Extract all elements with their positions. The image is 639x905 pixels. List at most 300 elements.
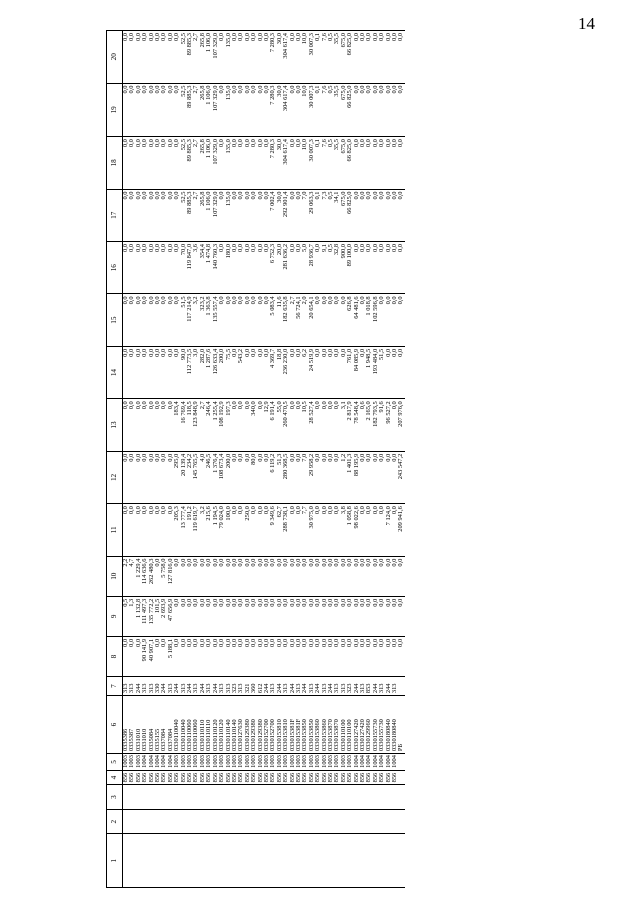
table-cell: 0,0 xyxy=(302,596,308,636)
table-cell: 0,0 xyxy=(129,31,135,84)
table-cell: 0,0 xyxy=(386,189,392,241)
table-cell: 0,0 xyxy=(161,636,167,676)
table-cell: 313 xyxy=(334,677,340,696)
table-cell: 0,0 xyxy=(232,137,238,189)
table-cell: 0,0 xyxy=(328,504,334,556)
table-cell: 675,0 xyxy=(341,189,347,241)
table-cell: 2 817,9 xyxy=(347,399,353,451)
table-cell: 0,0 xyxy=(129,137,135,189)
table-cell: 360 xyxy=(251,677,257,696)
table-cell: 0,0 xyxy=(174,137,180,189)
table-cell: 0,0 xyxy=(398,294,404,346)
table-cell: 0,0 xyxy=(226,294,232,346)
table-cell: 0,0 xyxy=(398,31,404,84)
table-cell: 0330127630 xyxy=(238,696,244,754)
table-cell: 89 885,3 xyxy=(187,137,193,189)
table-cell: 0,0 xyxy=(155,399,161,451)
column-header: 17 xyxy=(107,189,123,241)
table-cell: 0330153870 xyxy=(328,696,334,754)
table-cell: 135,0 xyxy=(226,189,232,241)
table-cell: 10,0 xyxy=(302,83,308,137)
table-cell: 140 760,3 xyxy=(213,241,219,293)
table-cell: 0,0 xyxy=(392,399,398,451)
table-cell: 0,0 xyxy=(258,189,264,241)
table-cell: 0,0 xyxy=(283,596,289,636)
table-cell: 0,0 xyxy=(341,294,347,346)
table-cell: 0,1 xyxy=(315,83,321,137)
table-cell: 856 xyxy=(174,770,180,785)
table-body xyxy=(123,31,405,888)
table-cell: 1003 xyxy=(226,754,232,771)
table-cell: 1003 xyxy=(245,754,251,771)
table-cell: 96 527,2 xyxy=(386,399,392,451)
table-cell: 0,0 xyxy=(238,504,244,556)
table-cell: 1003 xyxy=(334,754,340,771)
table-cell: 1 948,5 xyxy=(366,346,372,398)
table-cell: 0,0 xyxy=(302,636,308,676)
table-cell: 1003 xyxy=(213,754,219,771)
table-cell: 313 xyxy=(296,677,302,696)
table-cell: 0,0 xyxy=(296,189,302,241)
table-cell: 243 547,2 xyxy=(398,451,404,503)
table-cell: 0,0 xyxy=(142,451,148,503)
table-cell: 0,0 xyxy=(366,241,372,293)
table-cell: 0,0 xyxy=(168,189,174,241)
table-cell: 30 007,3 xyxy=(309,137,315,189)
table-cell: 107 329,0 xyxy=(213,31,219,84)
table-cell: 0,0 xyxy=(213,596,219,636)
table-cell: 0,0 xyxy=(398,241,404,293)
table-cell: 1003 xyxy=(200,754,206,771)
table-cell: 0,0 xyxy=(251,31,257,84)
table-cell: 856 xyxy=(309,770,315,785)
table-cell: 856 xyxy=(258,770,264,785)
table-cell: 0,0 xyxy=(322,399,328,451)
column-header: 1 xyxy=(107,834,123,888)
table-cell: 0,5 xyxy=(328,137,334,189)
table-cell: 89 885,3 xyxy=(187,189,193,241)
table-cell: 35,5 xyxy=(334,31,340,84)
table-cell: 0,0 xyxy=(251,596,257,636)
table-cell: 0,0 xyxy=(309,636,315,676)
table-header-row xyxy=(107,31,123,888)
table-cell: 0,5 xyxy=(328,31,334,84)
table-cell: 856 xyxy=(232,770,238,785)
table-cell: 0,0 xyxy=(392,137,398,189)
table-cell: 0,0 xyxy=(322,346,328,398)
table-cell: 1004 xyxy=(142,754,148,771)
table-cell: 0,0 xyxy=(341,556,347,596)
table-cell: 313 xyxy=(181,677,187,696)
table-cell: 108 192,9 xyxy=(219,399,225,451)
table-cell: 29 063,3 xyxy=(309,189,315,241)
table-cell: 107 329,0 xyxy=(213,83,219,137)
table-cell: 0,0 xyxy=(296,556,302,596)
table-cell: 52,5 xyxy=(181,137,187,189)
table-cell: 0,0 xyxy=(219,294,225,346)
table-cell: 244 xyxy=(136,677,142,696)
table-cell: 0,0 xyxy=(328,596,334,636)
table-cell: 0,0 xyxy=(129,636,135,676)
table-cell: 0,0 xyxy=(341,636,347,676)
table-cell: 0,0 xyxy=(129,83,135,137)
table-cell: 78 548,4 xyxy=(354,399,360,451)
table-cell: 0,0 xyxy=(168,83,174,137)
table-cell: 1003 xyxy=(277,754,283,771)
table-cell: 0,0 xyxy=(302,556,308,596)
table-cell: 0,0 xyxy=(360,556,366,596)
column-header: 3 xyxy=(107,785,123,810)
table-cell: 0,0 xyxy=(155,504,161,556)
table-cell: 0,0 xyxy=(232,399,238,451)
table-cell: 0,0 xyxy=(379,83,385,137)
table-cell: 2,2 xyxy=(123,556,130,596)
table-cell: 856 xyxy=(251,770,257,785)
table-cell: 1003 xyxy=(187,754,193,771)
table-cell: 0330153860 xyxy=(315,696,321,754)
table-cell: 0,0 xyxy=(296,451,302,503)
table-cell: 16 769,4 xyxy=(181,399,187,451)
table-cell: 0,0 xyxy=(334,636,340,676)
table-cell: 0,0 xyxy=(168,294,174,346)
table-cell: 1004 xyxy=(168,754,174,771)
table-cell: 6 191,4 xyxy=(270,399,276,451)
table-cell: 111 497,3 xyxy=(142,596,148,636)
table-cell: 0,0 xyxy=(379,504,385,556)
table-cell: 0,0 xyxy=(129,451,135,503)
table-cell: 10,0 xyxy=(302,31,308,84)
table-cell: 0,0 xyxy=(219,137,225,189)
table-cell: 0,0 xyxy=(258,346,264,398)
table-cell: 0,0 xyxy=(347,556,353,596)
table-cell: 0330110110 xyxy=(200,696,206,754)
table-cell: 0,0 xyxy=(322,451,328,503)
table-cell: 135,0 xyxy=(226,137,232,189)
table-cell: 250,0 xyxy=(245,504,251,556)
table-cell: 0330110060 xyxy=(193,696,199,754)
table-cell: 856 xyxy=(290,770,296,785)
table-cell: 0,0 xyxy=(392,504,398,556)
table-cell: 35,5 xyxy=(334,137,340,189)
table-cell: 0,0 xyxy=(136,636,142,676)
table-cell: 0,0 xyxy=(360,346,366,398)
table-cell: 200,0 xyxy=(226,451,232,503)
table-cell: 0330153860 xyxy=(322,696,328,754)
table-cell: 0,0 xyxy=(149,189,155,241)
table-cell: 0,0 xyxy=(322,596,328,636)
table-cell: 1003 xyxy=(123,754,130,771)
table-cell: 0330127420 xyxy=(360,696,366,754)
table-cell: 1 287,6 xyxy=(206,346,212,398)
table-cell xyxy=(123,834,130,888)
table-cell: 1 106,0 xyxy=(206,137,212,189)
table-cell: 0,0 xyxy=(245,137,251,189)
table-cell: 20,0 xyxy=(277,241,283,293)
table-cell: 313 xyxy=(283,677,289,696)
table-cell: 0,0 xyxy=(219,83,225,137)
table-cell: 0,0 xyxy=(174,241,180,293)
table-cell: 127 816,0 xyxy=(168,556,174,596)
table-cell: 0,5 xyxy=(123,596,130,636)
table-cell: 66 825,0 xyxy=(347,31,353,84)
table-cell: 856 xyxy=(187,770,193,785)
table-cell: 0,0 xyxy=(334,346,340,398)
table-cell: 0,0 xyxy=(206,636,212,676)
table-cell: 0,0 xyxy=(373,451,379,503)
table-cell: 0,0 xyxy=(123,137,130,189)
table-cell: 0,0 xyxy=(155,346,161,398)
table-cell: 0330153850 xyxy=(302,696,308,754)
table-cell: 0,0 xyxy=(123,83,130,137)
table-cell: 0,0 xyxy=(386,556,392,596)
table-cell: 20 139,4 xyxy=(181,451,187,503)
table-cell: 0,0 xyxy=(251,556,257,596)
table-cell: 0,0 xyxy=(238,451,244,503)
table-cell: 0330129960 xyxy=(366,696,372,754)
table-cell: 30,0 xyxy=(277,83,283,137)
table-cell: 0,0 xyxy=(136,504,142,556)
table-cell: 0,0 xyxy=(264,636,270,676)
table-cell: 0330110040 xyxy=(174,696,180,754)
table-cell: 856 xyxy=(206,770,212,785)
table-cell: РБ xyxy=(398,696,404,754)
table-cell: 260 470,5 xyxy=(283,399,289,451)
table-cell: 35,5 xyxy=(334,83,340,137)
table-cell: 7,3 xyxy=(322,189,328,241)
table-cell: 0,0 xyxy=(290,346,296,398)
table-cell: 207 976,0 xyxy=(398,399,404,451)
column-header: 18 xyxy=(107,137,123,189)
table-cell: 1003 xyxy=(347,754,353,771)
table-cell: 0,0 xyxy=(161,294,167,346)
table-cell: 0,0 xyxy=(226,596,232,636)
table-cell: 313 xyxy=(341,677,347,696)
table-cell: 5 188,1 xyxy=(168,636,174,676)
table-cell: 0,0 xyxy=(213,556,219,596)
table-cell: 0,0 xyxy=(251,346,257,398)
table-cell: 0,0 xyxy=(392,451,398,503)
table-cell: 0,0 xyxy=(334,294,340,346)
table-cell: 0330180840 xyxy=(392,696,398,754)
table-cell: 0,0 xyxy=(334,451,340,503)
table-cell: 0,1 xyxy=(315,137,321,189)
table-cell: 1004 xyxy=(373,754,379,771)
table-cell: 0,0 xyxy=(155,241,161,293)
table-cell: 0,0 xyxy=(290,596,296,636)
table-cell: 0,0 xyxy=(251,241,257,293)
table-cell: 40 907,1 xyxy=(149,636,155,676)
table-cell: 0,0 xyxy=(398,189,404,241)
table-cell: 0,0 xyxy=(315,556,321,596)
table-cell: 856 xyxy=(334,770,340,785)
table-cell: 1003 xyxy=(270,754,276,771)
table-cell: 3,2 xyxy=(200,504,206,556)
table-cell: 7 280,3 xyxy=(270,137,276,189)
table-cell: 1003 xyxy=(341,754,347,771)
table-cell: 0,0 xyxy=(142,189,148,241)
table-cell: 180,0 xyxy=(226,241,232,293)
table-cell: 0,0 xyxy=(386,83,392,137)
table-cell: 856 xyxy=(200,770,206,785)
table-cell: 304 617,4 xyxy=(283,83,289,137)
table-cell: 0,0 xyxy=(181,636,187,676)
table-cell: 0,0 xyxy=(251,137,257,189)
table-cell: 182 635,8 xyxy=(283,294,289,346)
table-cell: 0,0 xyxy=(328,556,334,596)
table-cell: 114 636,6 xyxy=(142,556,148,596)
table-cell: 612 xyxy=(258,677,264,696)
table-cell: 80,0 xyxy=(251,451,257,503)
table-cell: 28 527,4 xyxy=(309,399,315,451)
table-cell: 0,0 xyxy=(366,596,372,636)
table-cell: 0,0 xyxy=(366,451,372,503)
table-cell: 0,0 xyxy=(328,399,334,451)
table-cell: 313 xyxy=(149,677,155,696)
table-cell: 0330153870 xyxy=(334,696,340,754)
table-cell: 0,0 xyxy=(226,556,232,596)
table-cell: 0,0 xyxy=(161,189,167,241)
table-cell: 313 xyxy=(309,677,315,696)
table-cell: 0,0 xyxy=(238,596,244,636)
table-cell: 0,0 xyxy=(168,31,174,84)
table-cell: 0,0 xyxy=(290,31,296,84)
table-cell: 675,0 xyxy=(341,83,347,137)
table-cell: 1003 xyxy=(264,754,270,771)
table-cell: 7,6 xyxy=(322,31,328,84)
table-cell: 761,0 xyxy=(347,346,353,398)
table-cell: 244 xyxy=(328,677,334,696)
table-cell: 0,0 xyxy=(322,504,328,556)
table-cell: 0330152700 xyxy=(264,696,270,754)
table-cell: 0,0 xyxy=(296,636,302,676)
table-cell: 0,0 xyxy=(354,241,360,293)
table-cell: 0,0 xyxy=(386,451,392,503)
table-cell: 107 329,0 xyxy=(213,137,219,189)
column-header: 4 xyxy=(107,770,123,785)
table-cell: 0,0 xyxy=(123,241,130,293)
table-cell: 0,0 xyxy=(168,451,174,503)
table-cell: 9 349,6 xyxy=(270,504,276,556)
table-cell: 0,0 xyxy=(142,399,148,451)
table-cell: 0,0 xyxy=(315,294,321,346)
table-cell: 0,0 xyxy=(232,556,238,596)
table-cell: 323,2 xyxy=(200,294,206,346)
table-cell: 145 765,5 xyxy=(193,451,199,503)
table-cell: 0,0 xyxy=(149,346,155,398)
table-cell: 1003 xyxy=(258,754,264,771)
table-cell: 0,0 xyxy=(245,636,251,676)
table-cell: 0,0 xyxy=(251,636,257,676)
table-cell: 0,0 xyxy=(245,399,251,451)
table-cell: 135 557,4 xyxy=(213,294,219,346)
table-cell: 205,3 xyxy=(174,504,180,556)
table-cell: 313 xyxy=(193,677,199,696)
table-cell: 0,0 xyxy=(251,294,257,346)
column-header: 13 xyxy=(107,399,123,451)
table-cell: 0,0 xyxy=(219,596,225,636)
table-cell: 0,0 xyxy=(379,241,385,293)
table-cell: 0330127420 xyxy=(354,696,360,754)
table-cell: 0,0 xyxy=(334,399,340,451)
table-cell: 0,0 xyxy=(290,189,296,241)
table-cell: 0,0 xyxy=(277,596,283,636)
table-cell: 0,0 xyxy=(123,294,130,346)
table-cell: 0,0 xyxy=(315,451,321,503)
table-cell: 330 xyxy=(155,677,161,696)
table-cell: 0,0 xyxy=(264,346,270,398)
table-cell: 313 xyxy=(379,677,385,696)
table-cell: 0,0 xyxy=(341,596,347,636)
table-cell: 0,0 xyxy=(142,31,148,84)
table-cell: 30 975,0 xyxy=(309,504,315,556)
table-cell: 0,0 xyxy=(334,596,340,636)
table-cell: 0,0 xyxy=(219,636,225,676)
table-cell: 234,2 xyxy=(187,451,193,503)
column-header: 10 xyxy=(107,556,123,596)
table-cell: 1 106,0 xyxy=(206,83,212,137)
table-cell: 354,4 xyxy=(200,241,206,293)
table-cell: 0,0 xyxy=(245,83,251,137)
table-cell: 1,3 xyxy=(129,596,135,636)
table-cell: 0,0 xyxy=(155,451,161,503)
table-cell: 0,0 xyxy=(129,189,135,241)
table-cell: 1004 xyxy=(379,754,385,771)
table-cell: 0,0 xyxy=(245,31,251,84)
table-cell: 0,0 xyxy=(354,596,360,636)
table-cell: 0331010 xyxy=(136,696,142,754)
table-cell: 313 xyxy=(206,677,212,696)
table-cell: 1003 xyxy=(290,754,296,771)
table-cell: 0,0 xyxy=(161,451,167,503)
table-cell: 0,0 xyxy=(245,451,251,503)
table-cell: 1 401,3 xyxy=(347,451,353,503)
table-cell xyxy=(123,809,130,834)
table-cell: 0,0 xyxy=(232,241,238,293)
table-cell: 626,8 xyxy=(347,294,353,346)
table-cell: 0,0 xyxy=(136,31,142,84)
table-cell: 200,0 xyxy=(219,346,225,398)
table-cell: 856 xyxy=(302,770,308,785)
table-cell: 0,0 xyxy=(296,504,302,556)
table-cell: 0,0 xyxy=(354,83,360,137)
table-cell: 0,0 xyxy=(392,294,398,346)
table-cell: 0,0 xyxy=(174,83,180,137)
table-cell: 313 xyxy=(123,677,130,696)
table-cell: 0,0 xyxy=(136,137,142,189)
table-cell: 0,0 xyxy=(245,556,251,596)
table-cell: 34,1 xyxy=(334,189,340,241)
table-cell: 62,7 xyxy=(277,504,283,556)
table-cell: 313 xyxy=(360,677,366,696)
table-cell: 0,0 xyxy=(129,346,135,398)
table-cell: 1003 xyxy=(315,754,321,771)
table-cell: 0,0 xyxy=(283,636,289,676)
table-cell: 0330180840 xyxy=(386,696,392,754)
table-cell: 7 002,4 xyxy=(270,189,276,241)
table-cell: 123 848,9 xyxy=(193,399,199,451)
table-cell: 0,0 xyxy=(181,596,187,636)
table-cell: 321 xyxy=(245,677,251,696)
table-cell: 0,0 xyxy=(366,31,372,84)
table-cell: 0,0 xyxy=(161,346,167,398)
table-cell: 0,0 xyxy=(142,346,148,398)
table-cell: 112 773,5 xyxy=(187,346,193,398)
table-cell: 0,0 xyxy=(398,83,404,137)
table-cell: 0,0 xyxy=(258,636,264,676)
table-cell: 119 847,0 xyxy=(187,241,193,293)
table-cell: 1 474,8 xyxy=(206,241,212,293)
table-cell: 51,3 xyxy=(277,451,283,503)
